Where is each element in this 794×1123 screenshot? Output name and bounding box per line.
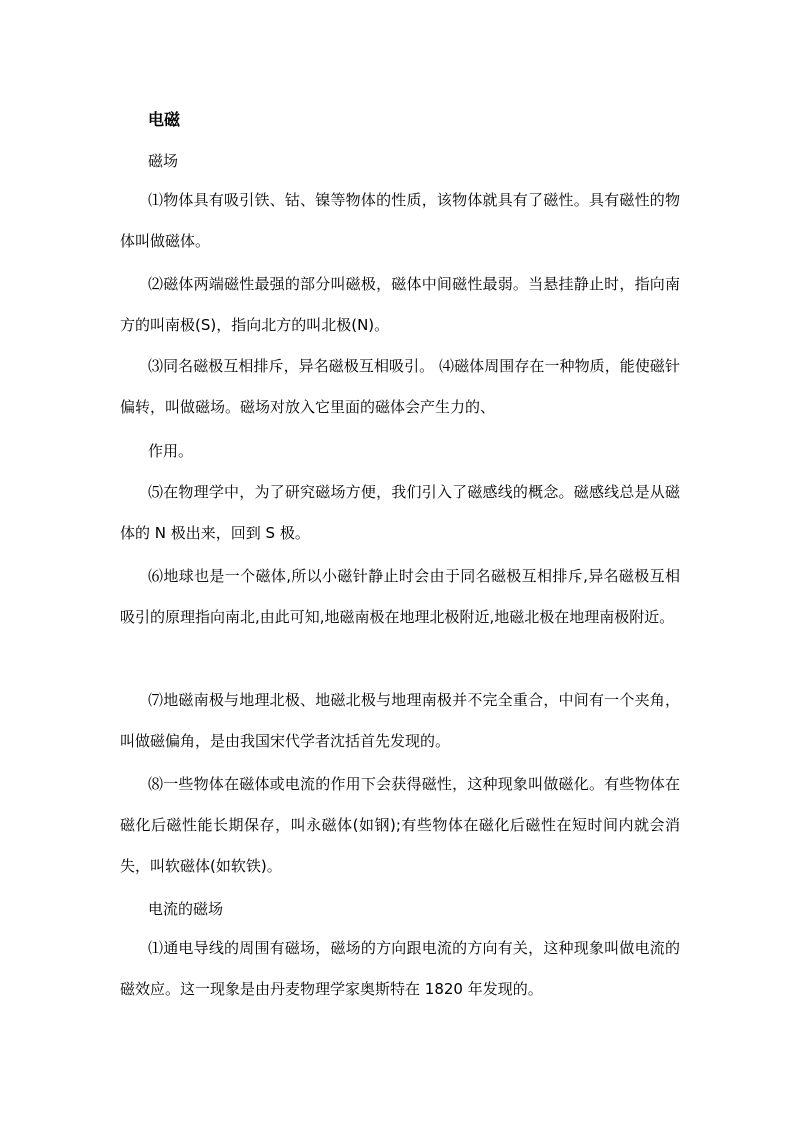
paragraph-9: ⑴通电导线的周围有磁场，磁场的方向跟电流的方向有关，这种现象叫做电流的磁效应。这一现象是由丹麦物理学家奥斯特在 1820 年发现的。 <box>120 939 680 998</box>
paragraph-3: ⑶同名磁极互相排斥，异名磁极互相吸引。 ⑷磁体周围存在一种物质，能使磁针偏转，叫做磁场。磁场对放入它里面的磁体会产生力的、 <box>120 357 680 416</box>
document-title: 电磁 <box>148 110 181 129</box>
paragraph-6: ⑹地球也是一个磁体,所以小磁针静止时会由于同名磁极互相排斥,异名磁极互相吸引的原理指向南北,由此可知,地磁南极在地理北极附近,地磁北极在地理南极附近。 <box>120 567 680 626</box>
paragraph-8: ⑻一些物体在磁体或电流的作用下会获得磁性，这种现象叫做磁化。有些物体在磁化后磁性能长期保存，叫永磁体(如钢);有些物体在磁化后磁性在短时间内就会消失，叫软磁体(如软铁)。 <box>120 775 680 875</box>
paragraph-7: ⑺地磁南极与地理北极、地磁北极与地理南极并不完全重合，中间有一个夹角，叫做磁偏角，是由我国宋代学者沈括首先发现的。 <box>120 691 680 750</box>
paragraph-3-continuation: 作用。 <box>148 442 194 460</box>
section-heading-current-magnetic-field: 电流的磁场 <box>148 900 224 918</box>
paragraph-5: ⑸在物理学中，为了研究磁场方便，我们引入了磁感线的概念。磁感线总是从磁体的 N 极出来，回到 S 极。 <box>120 483 680 542</box>
section-heading-magnetic-field: 磁场 <box>148 152 179 170</box>
paragraph-1: ⑴物体具有吸引铁、钴、镍等物体的性质，该物体就具有了磁性。具有磁性的物体叫做磁体。 <box>120 191 680 250</box>
paragraph-2: ⑵磁体两端磁性最强的部分叫磁极，磁体中间磁性最弱。当悬挂静止时，指向南方的叫南极(S)，指向北方的叫北极(N)。 <box>120 275 680 334</box>
